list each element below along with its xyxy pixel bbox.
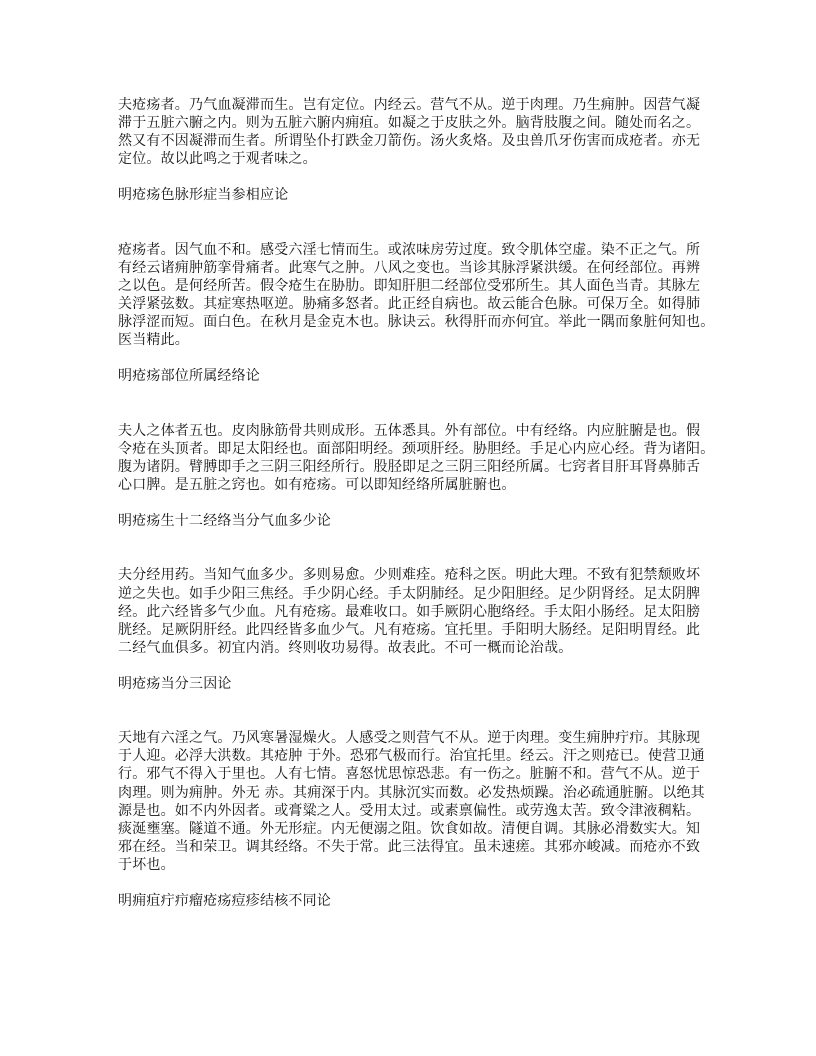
text-line: 关浮紧弦数。其症寒热呕逆。胁痛多怒者。此正经自病也。故云能合色脉。可保万全。如得肺 bbox=[118, 296, 701, 313]
section-heading: 明疮疡当分三因论 bbox=[118, 676, 232, 692]
text-line: 定位。故以此鸣之于观者味之。 bbox=[118, 151, 317, 168]
paragraph bbox=[118, 566, 718, 656]
text-line: 医当精此。 bbox=[118, 332, 189, 349]
text-line: 腹为诸阴。臂膊即手之三阴三阳经所行。股胫即足之三阴三阳经所属。七窍者目肝耳肾鼻肺舌 bbox=[118, 458, 701, 475]
text-line: 源是也。如不内外因者。或膏粱之人。受用太过。或素禀偏性。或劳逸太苦。致令津液稠粘。 bbox=[118, 802, 701, 819]
text-line: 痰涎壅塞。隧道不通。外无形症。内无便溺之阻。饮食如故。清便自调。其脉必滑数实大。知 bbox=[118, 820, 701, 837]
text-line: 于人迎。必浮大洪数。其疮肿 于外。恐邪气极而行。治宜托里。经云。汗之则疮已。使营卫通 bbox=[118, 748, 705, 765]
paragraph bbox=[118, 729, 718, 874]
text-line: 于坏也。 bbox=[118, 856, 175, 873]
text-line: 夫分经用药。当知气血多少。多则易愈。少则难痊。疮科之医。明此大理。不致有犯禁颓败坏 bbox=[118, 567, 701, 584]
text-line: 滞于五脏六腑之内。则为五脏六腑内痈疽。如凝之于皮肤之外。脑背肢腹之间。随处而名之。 bbox=[118, 115, 701, 132]
text-line: 令疮在头顶者。即足太阳经也。面部阳明经。颈项肝经。胁胆经。手足心内应心经。背为诸阳。 bbox=[118, 440, 715, 457]
section-heading: 明疮疡生十二经络当分气血多少论 bbox=[118, 513, 331, 530]
text-line: 经。此六经皆多气少血。凡有疮疡。最难收口。如手厥阴心胞络经。手太阳小肠经。足太阳膀 bbox=[118, 603, 701, 620]
text-line: 有经云诸痈肿筋挛骨痛者。此寒气之肿。八风之变也。当诊其脉浮紧洪缓。在何经部位。再辨 bbox=[118, 259, 701, 276]
section-heading: 明疮疡部位所属经络论 bbox=[118, 368, 260, 385]
text-line: 肉理。则为痈肿。外无 赤。其痈深于内。其脉沉实而数。必发热烦躁。治必疏通脏腑。以绝其 bbox=[118, 784, 705, 801]
text-line: 天地有六淫之气。乃风寒暑湿燥火。人感受之则营气不从。逆于肉理。变生痈肿疔疖。其脉现 bbox=[118, 730, 701, 747]
text-line: 之以色。是何经所苦。假令疮生在胁肋。即知肝胆二经部位受邪所生。其人面色当青。其脉左 bbox=[118, 277, 701, 294]
text-line: 夫疮疡者。乃气血凝滞而生。岂有定位。内经云。营气不从。逆于肉理。乃生痈肿。因营气凝 bbox=[118, 97, 701, 113]
text-line: 心口脾。是五脏之窍也。如有疮疡。可以即知经络所属脏腑也。 bbox=[118, 476, 516, 493]
text-line: 脉浮涩而短。面白色。在秋月是金克木也。脉诀云。秋得肝而亦何宜。举此一隅而象脏何知也。 bbox=[118, 314, 715, 331]
text-line: 胱经。足厥阴肝经。此四经皆多血少气。凡有疮疡。宜托里。手阳明大肠经。足阳明胃经。此 bbox=[118, 621, 701, 638]
paragraph bbox=[118, 241, 718, 350]
paragraph bbox=[118, 96, 718, 168]
text-line: 行。邪气不得入于里也。人有七情。喜怒忧思惊恐悲。有一伤之。脏腑不和。营气不从。逆于 bbox=[118, 766, 701, 783]
text-line: 疮疡者。因气血不和。感受六淫七情而生。或浓味房劳过度。致令肌体空虚。染不正之气。所 bbox=[118, 241, 701, 258]
text-line: 二经气血俱多。初宜内消。终则收功易得。故表此。不可一概而论治哉。 bbox=[118, 639, 573, 656]
text-line: 逆之失也。如手少阳三焦经。手少阴心经。手太阴肺经。足少阳胆经。足少阴肾经。足太阴脾 bbox=[118, 585, 701, 602]
section-heading: 明疮疡色脉形症当参相应论 bbox=[118, 187, 289, 204]
text-line: 邪在经。当和荣卫。调其经络。不失于常。此三法得宜。虽未速瘥。其邪亦峻减。而疮亦不致 bbox=[118, 838, 701, 855]
paragraph bbox=[118, 422, 718, 494]
text-line: 夫人之体者五也。皮肉脉筋骨共则成形。五体悉具。外有部位。中有经络。内应脏腑是也。假 bbox=[118, 422, 701, 439]
text-line: 然又有不因凝滞而生者。所谓坠仆打跌金刀箭伤。汤火炙烙。及虫兽爪牙伤害而成疮者。亦无 bbox=[118, 133, 701, 150]
document-body bbox=[118, 96, 718, 946]
section-heading: 明痈疽疔疖瘤疮疡痘疹结核不同论 bbox=[118, 893, 331, 910]
